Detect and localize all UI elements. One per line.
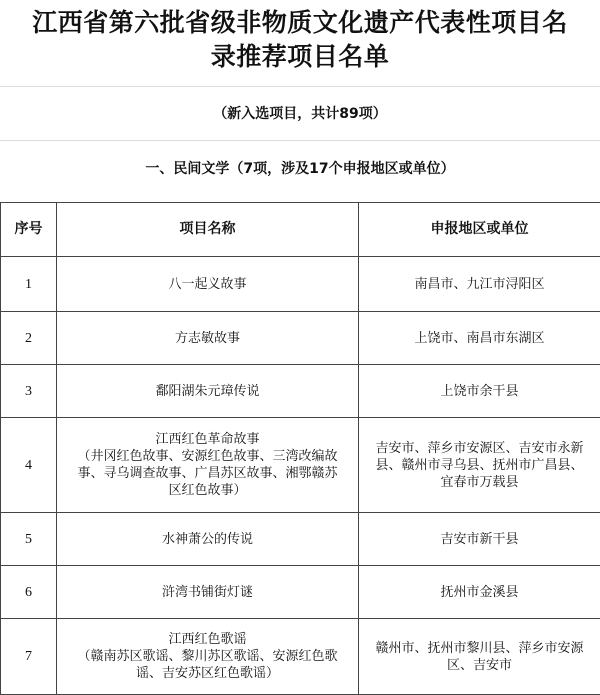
row-number: 5 [1, 513, 57, 566]
table-row [1, 365, 600, 418]
row-number: 4 [1, 418, 57, 513]
header-number: 序号 [1, 203, 57, 257]
region-line: 吉安市、萍乡市安源区、吉安市永新 [375, 440, 584, 456]
region-line: 上饶市余干县 [440, 383, 519, 399]
region-line: 赣州市、抚州市黎川县、萍乡市安源 [375, 640, 584, 656]
header-region: 申报地区或单位 [359, 203, 600, 257]
region-line: 抚州市金溪县 [440, 584, 519, 600]
project-name-line: 浒湾书铺街灯谜 [161, 584, 253, 600]
table-row [1, 312, 600, 365]
project-name-cell [57, 566, 359, 619]
region-cell [359, 513, 600, 566]
table-row [1, 418, 600, 513]
region-line: 吉安市新干县 [440, 531, 519, 547]
project-name-line: 水神萧公的传说 [161, 531, 253, 547]
region-cell [359, 365, 600, 418]
project-name-line: （井冈红色故事、安源红色故事、三湾改编故 [77, 449, 338, 464]
region-cell [359, 418, 600, 513]
region-line: 南昌市、九江市浔阳区 [414, 276, 545, 292]
table-row [1, 513, 600, 566]
project-name-line: 鄱阳湖朱元璋传说 [155, 383, 260, 399]
table-row [1, 566, 600, 619]
region-line: 宜春市万载县 [440, 474, 519, 490]
table-row [1, 257, 600, 312]
document-title [0, 6, 600, 74]
project-name-cell [57, 619, 359, 695]
region-line: 上饶市、南昌市东湖区 [414, 330, 545, 346]
title-line-1: 江西省第六批省级非物质文化遗产代表性项目名 [32, 8, 568, 37]
row-number: 1 [1, 257, 57, 312]
title-line-2: 录推荐项目名单 [210, 42, 390, 71]
divider [0, 140, 600, 141]
project-name-line: 谣、吉安苏区红色歌谣） [135, 666, 279, 681]
row-number: 3 [1, 365, 57, 418]
divider [0, 86, 600, 87]
project-name-line: 方志敏故事 [174, 330, 240, 346]
region-line: 县、赣州市寻乌县、抚州市广昌县、 [375, 457, 584, 473]
project-name-line: 事、寻乌调查故事、广昌苏区故事、湘鄂赣苏 [77, 466, 338, 481]
project-name-cell [57, 257, 359, 312]
row-number: 7 [1, 619, 57, 695]
project-name-cell [57, 312, 359, 365]
region-cell [359, 312, 600, 365]
subtitle: （新入选项目，共计89项） [213, 106, 387, 122]
header-project-name: 项目名称 [57, 203, 359, 257]
project-name-line: （赣南苏区歌谣、黎川苏区歌谣、安源红色歌 [77, 649, 338, 664]
project-name-line: 八一起义故事 [168, 276, 247, 292]
row-number: 6 [1, 566, 57, 619]
region-line: 区、吉安市 [446, 657, 512, 673]
project-name-line: 江西红色革命故事 [155, 432, 260, 447]
project-name-cell [57, 365, 359, 418]
region-cell [359, 566, 600, 619]
table-row [1, 619, 600, 695]
project-table [0, 202, 600, 695]
project-name-cell [57, 513, 359, 566]
table-header-row [1, 203, 600, 257]
project-name-cell [57, 418, 359, 513]
project-name-line: 区红色故事） [168, 483, 247, 498]
section-heading: 一、民间文学（7项，涉及17个申报地区或单位） [145, 161, 455, 177]
project-name-line: 江西红色歌谣 [168, 632, 247, 647]
region-cell [359, 619, 600, 695]
row-number: 2 [1, 312, 57, 365]
region-cell [359, 257, 600, 312]
